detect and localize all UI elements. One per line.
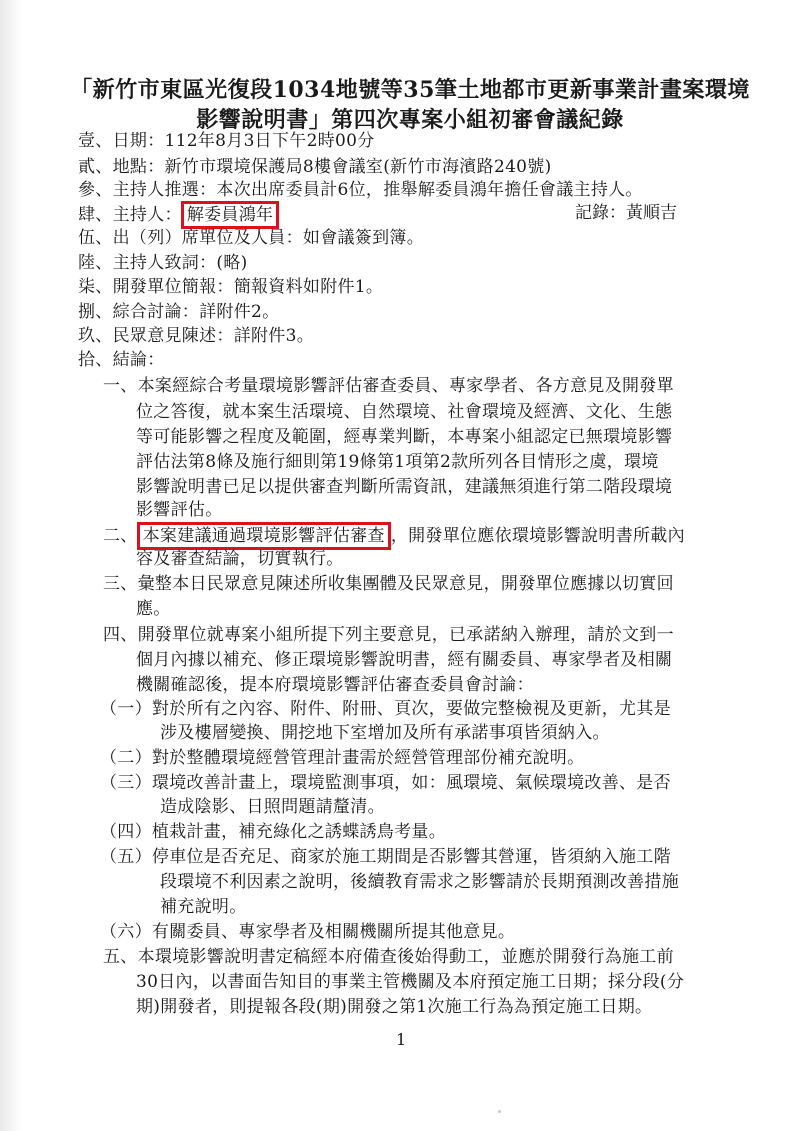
document-title-line-1: 「新竹市東區光復段1034地號等35筆土地都市更新事業計畫案環境	[70, 77, 750, 103]
conclusion-1-line: 影響說明書已足以提供審查判斷所需資訊，建議無須進行第二階段環境	[136, 477, 673, 497]
conclusion-2-line-2: 容及審查結論，切實執行。	[136, 549, 344, 569]
sub-item-5-cont: 段環境不利因素之說明，後續教育需求之影響請於長期預測改善措施	[160, 872, 679, 892]
conclusion-5-line: 期)開發者，則提報各段(期)開發之第1次施工行為為預定施工日期。	[136, 997, 653, 1017]
conclusion-1-line: 位之答復，就本案生活環境、自然環境、社會環境及經濟、文化、生態	[136, 402, 673, 422]
conclusion-4-line: 機關確認後，提本府環境影響評估審查委員會討論：	[136, 675, 534, 695]
recorder: 記錄：黃順吉	[575, 203, 677, 223]
conclusion-1-line: 影響評估。	[136, 500, 223, 520]
sub-item-4: （四）植栽計畫，補充綠化之誘蝶誘鳥考量。	[100, 822, 446, 842]
sub-item-3: （三）環境改善計畫上，環境監測事項，如：風環境、氣候環境改善、是否	[100, 773, 671, 793]
conclusion-1-line: 評估法第8條及施行細則第19條第1項第2款所列各目情形之虞，環境	[136, 452, 659, 472]
sub-item-5: （五）停車位是否充足、商家於施工期間是否影響其營運，皆須納入施工階	[100, 847, 671, 867]
conclusion-5-line: 30日內，以書面告知目的事業主管機關及本府預定施工日期；採分段(分	[136, 972, 685, 992]
host-election: 參、主持人推選：本次出席委員計6位，推舉解委員鴻年擔任會議主持人。	[78, 180, 643, 200]
public-opinion: 玖、民眾意見陳述：詳附件3。	[78, 326, 315, 346]
conclusion-2-line	[103, 522, 685, 550]
conclusion-1-line: 一、本案經綜合考量環境影響評估審查委員、專家學者、各方意見及開發單	[103, 376, 674, 396]
general-discussion: 捌、綜合討論：詳附件2。	[78, 302, 280, 322]
sub-item-2: （二）對於整體環境經營管理計畫需於經營管理部份補充說明。	[100, 748, 585, 768]
meeting-location: 貳、地點：新竹市環境保護局8樓會議室(新竹市海濱路240號)	[78, 157, 552, 177]
conclusion-1-line: 等可能影響之程度及範圍，經專業判斷，本專案小組認定已無環境影響	[136, 427, 673, 447]
sub-item-5-cont: 補充說明。	[160, 897, 247, 917]
conclusion-5-line: 五、本環境影響說明書定稿經本府備查後始得動工，並應於開發行為施工前	[103, 947, 674, 967]
sub-item-1: （一）對於所有之內容、附件、附冊、頁次，要做完整檢視及更新，尤其是	[100, 699, 671, 719]
scan-edge-shadow	[0, 0, 22, 1131]
conclusion-2-number: 二、	[103, 526, 138, 546]
conclusion-4-line: 四、開發單位就專案小組所提下列主要意見，已承諾納入辦理，請於文到一	[103, 625, 674, 645]
conclusion-3-line: 三、彙整本日民眾意見陳述所收集團體及民眾意見，開發單位應據以切實回	[103, 574, 674, 594]
attendees: 伍、出（列）席單位及人員：如會議簽到簿。	[78, 228, 424, 248]
host-line	[78, 201, 279, 229]
sub-item-6: （六）有關委員、專家學者及相關機關所提其他意見。	[100, 922, 516, 942]
developer-briefing: 柒、開發單位簡報：簡報資料如附件1。	[78, 277, 384, 297]
sub-item-1-cont: 涉及樓層變換、開挖地下室增加及所有承諾事項皆須納入。	[160, 723, 610, 743]
approval-highlight: 本案建議通過環境影響評估審查	[137, 522, 391, 550]
host-name-highlight: 解委員鴻年	[181, 201, 280, 229]
sub-item-3-cont: 造成陰影、日照問題請釐清。	[160, 797, 385, 817]
conclusion-3-line: 應。	[136, 599, 171, 619]
document-title-line-2: 影響說明書」第四次專案小組初審會議紀錄	[196, 107, 624, 133]
conclusion-heading: 拾、結論：	[78, 350, 165, 370]
page-number: 1	[396, 1030, 407, 1049]
scan-speck	[498, 1110, 501, 1113]
conclusion-2-rest: ，開發單位應依環境影響說明書所載內	[390, 526, 685, 546]
conclusion-4-line: 個月內據以補充、修正環境影響說明書，經有關委員、專家學者及相關	[136, 650, 673, 670]
host-label: 肆、主持人：	[78, 205, 182, 225]
meeting-date: 壹、日期：112年8月3日下午2時00分	[78, 131, 375, 151]
opening-remarks: 陸、主持人致詞：(略)	[78, 253, 248, 273]
